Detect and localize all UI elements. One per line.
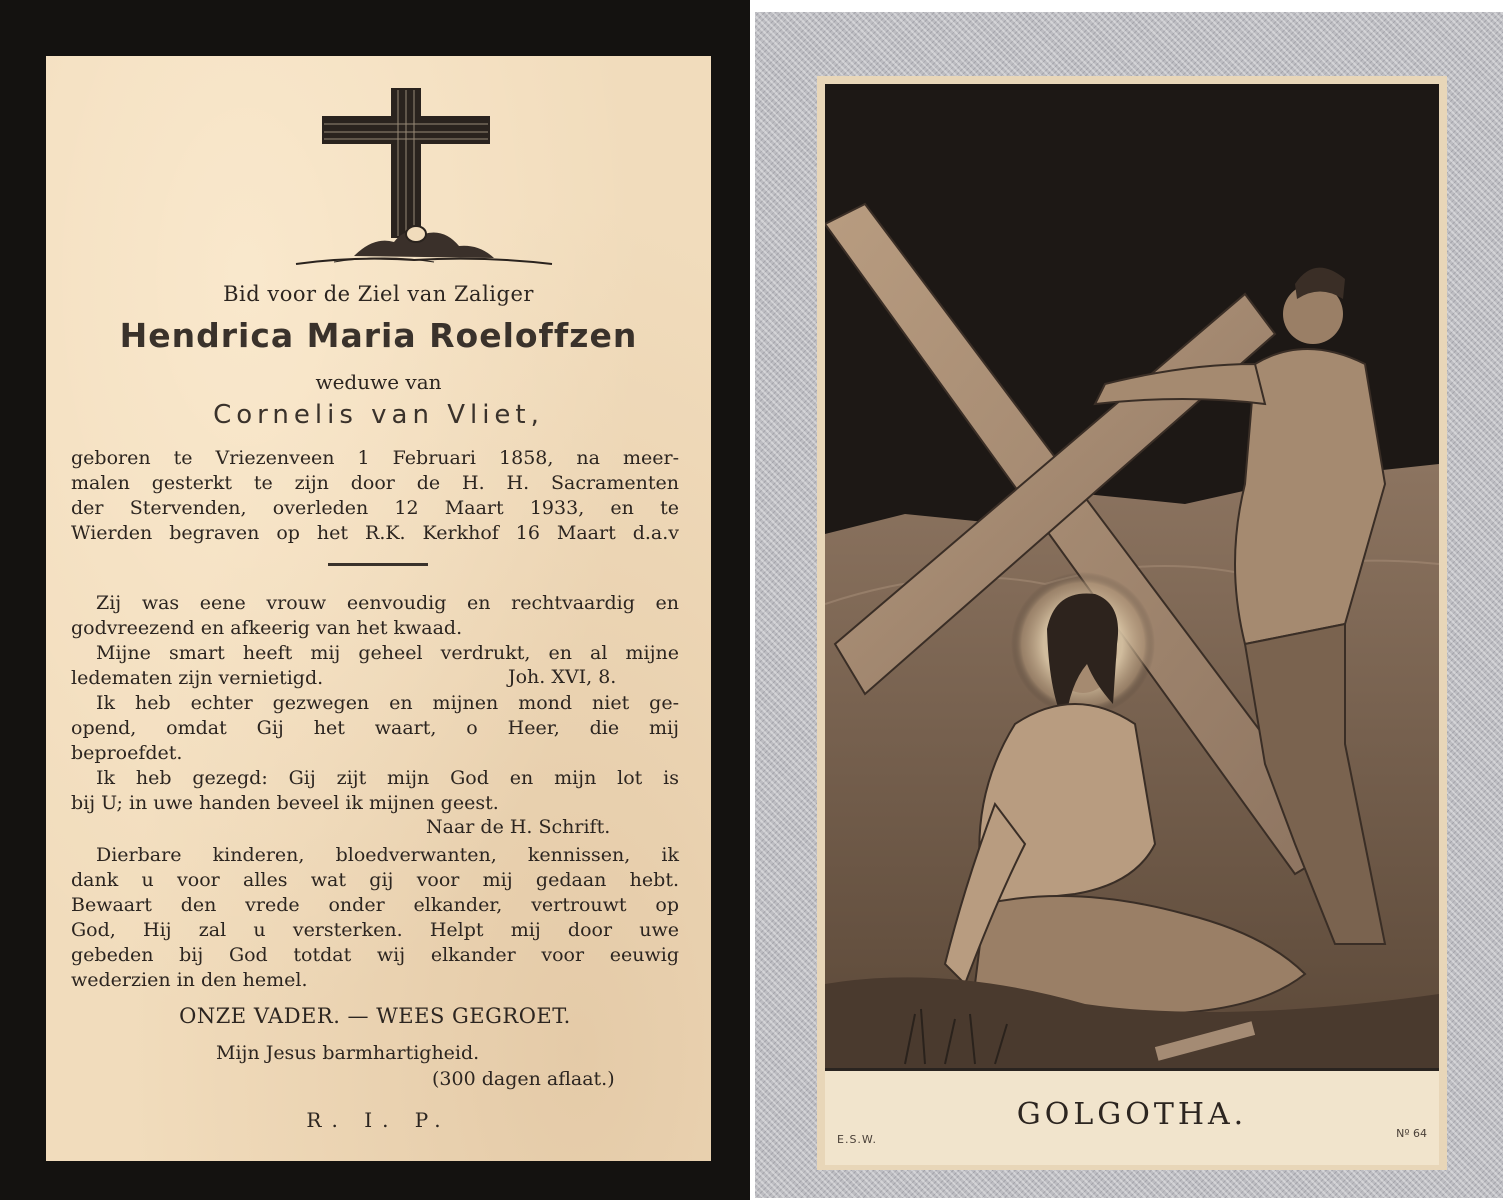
ejaculation-text: Mijn Jesus barmhartigheid. — [216, 1042, 480, 1064]
farewell-line: Dierbare kinderen, bloedverwanten, kennissen, ik — [96, 844, 679, 866]
indulgence-text: (300 dagen aflaat.) — [432, 1068, 615, 1090]
farewell-line: gebeden bij God totdat wij elkander voor eeuwig — [71, 944, 679, 966]
widow-of-text: weduwe van — [315, 370, 442, 394]
caption-bar — [825, 1068, 1439, 1165]
card-number: Nº 64 — [1396, 1127, 1427, 1140]
cross-icon — [294, 86, 554, 276]
intro-text: Bid voor de Ziel van Zaliger — [223, 282, 534, 306]
verse-line: Mijne smart heeft mij geheel verdrukt, en al mijne — [96, 642, 679, 664]
memorial-card — [0, 0, 750, 1200]
farewell-line: Bewaart den vrede onder elkander, vertrouwt op — [71, 894, 679, 916]
rip-text: R. I. P. — [306, 1108, 451, 1132]
verse-line: Ik heb echter gezwegen en mijnen mond niet ge- — [96, 692, 679, 714]
deceased-name: Hendrica Maria Roeloffzen — [119, 316, 638, 355]
bio-line: malen gesterkt te zijn door de H. H. Sacramenten — [71, 472, 679, 494]
caption-title: GOLGOTHA. — [1016, 1097, 1248, 1132]
verse-line: godvreezend en afkeerig van het kwaad. — [71, 617, 463, 639]
verse-line: Ik heb gezegd: Gij zijt mijn God en mijn lot is — [96, 767, 679, 789]
divider — [328, 563, 428, 566]
farewell-line: dank u voor alles wat gij voor mij gedaan hebt. — [71, 869, 679, 891]
bio-line: der Stervenden, overleden 12 Maart 1933, en te — [71, 497, 679, 519]
scripture-source: Naar de H. Schrift. — [426, 816, 611, 838]
picture-frame — [817, 76, 1447, 1170]
verse-line: bij U; in uwe handen beveel ik mijnen geest. — [71, 792, 499, 814]
farewell-line: God, Hij zal u versterken. Helpt mij door uwe — [71, 919, 679, 941]
verse-reference: Joh. XVI, 8. — [508, 666, 617, 688]
bio-line: Wierden begraven op het R.K. Kerkhof 16 Maart d.a.v — [71, 522, 679, 544]
memorial-card-paper — [46, 56, 711, 1161]
publisher-mark: E.S.W. — [837, 1133, 878, 1146]
farewell-line: wederzien in den hemel. — [71, 969, 308, 991]
verse-line: opend, omdat Gij het waart, o Heer, die mij — [71, 717, 679, 739]
golgotha-illustration — [825, 84, 1439, 1068]
verse-line: beproefdet. — [71, 742, 183, 764]
husband-name: Cornelis van Vliet, — [213, 400, 544, 430]
devotional-card — [755, 12, 1503, 1198]
verse-line: Zij was eene vrouw eenvoudig en rechtvaardig en — [96, 592, 679, 614]
bio-line: geboren te Vriezenveen 1 Februari 1858, na meer- — [71, 447, 679, 469]
prayers-line: ONZE VADER. — WEES GEGROET. — [179, 1004, 571, 1028]
verse-line: ledematen zijn vernietigd. — [71, 667, 324, 689]
